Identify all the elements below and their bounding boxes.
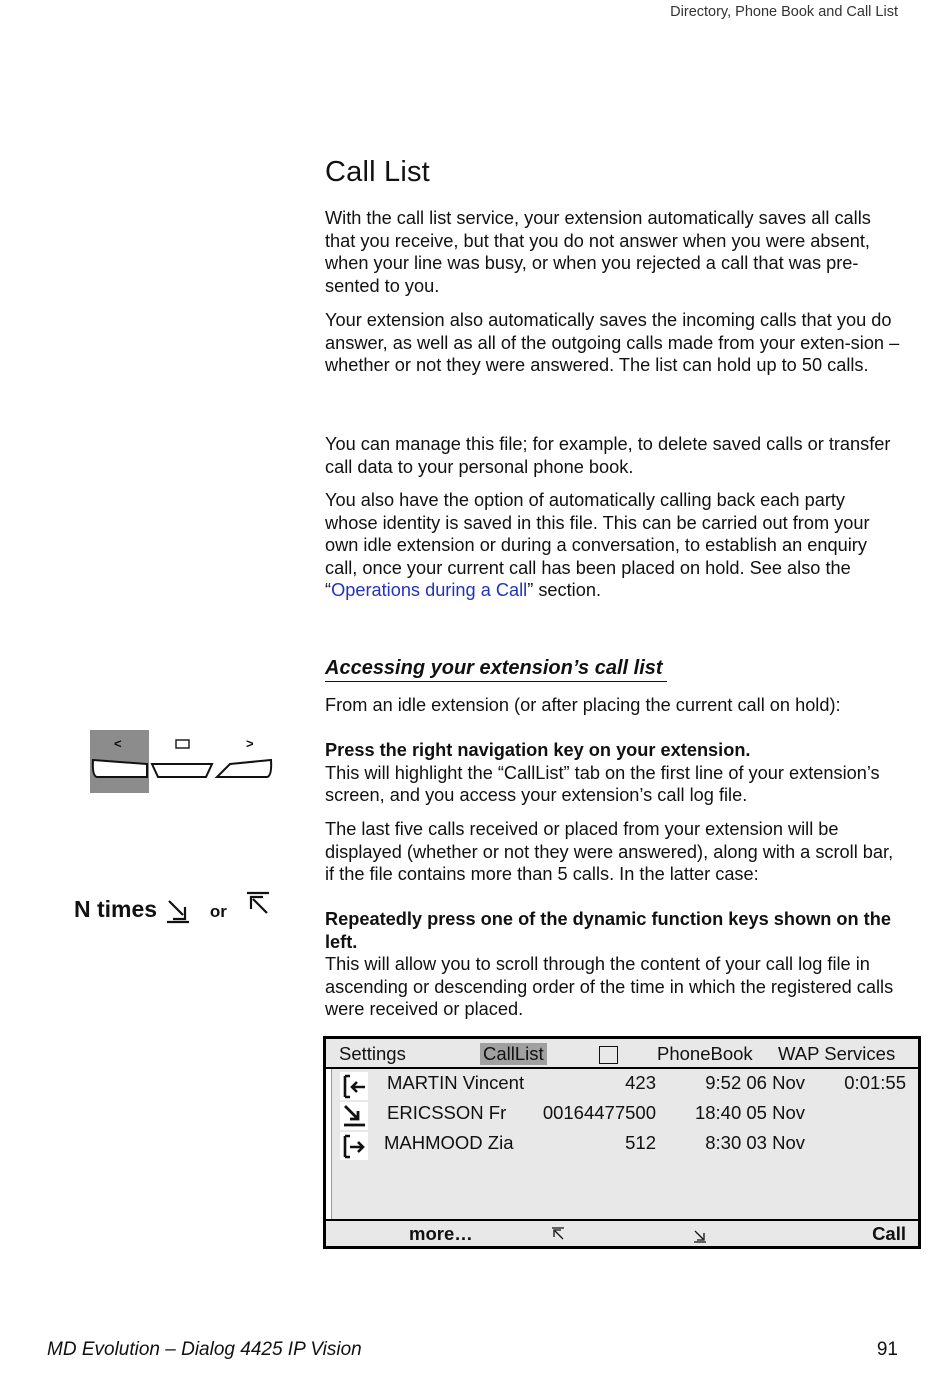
step-1-extra: The last five calls received or placed from your extension will be displayed (whether or not they were answered), along with a scroll bar, if the file contains more than 5 calls. In the latter case: bbox=[325, 819, 894, 884]
step-1-description: This will highlight the “CallList” tab on the first line of your extension’s screen, and you access your extension’s call log file. bbox=[325, 762, 880, 805]
scroll-keys-label bbox=[74, 896, 273, 925]
or-label: or bbox=[209, 902, 227, 921]
call-list-row[interactable] bbox=[326, 1070, 918, 1098]
left-nav-key[interactable] bbox=[93, 760, 147, 777]
intro-paragraph-4 bbox=[325, 489, 900, 602]
step-2 bbox=[325, 908, 900, 1021]
caller-number: 423 bbox=[625, 1072, 656, 1093]
missed-call-icon bbox=[340, 1102, 368, 1130]
incoming-call-icon bbox=[340, 1072, 368, 1100]
footer-title: MD Evolution – Dialog 4425 IP Vision bbox=[47, 1339, 362, 1360]
subsection-title: Accessing your extension’s call list bbox=[325, 655, 667, 682]
scroll-down-softkey-icon[interactable] bbox=[692, 1228, 708, 1244]
navigation-keys-illustration bbox=[90, 730, 275, 794]
right-nav-key[interactable] bbox=[217, 760, 271, 777]
caller-name: MAHMOOD Zia bbox=[384, 1132, 514, 1153]
tab-settings[interactable]: Settings bbox=[339, 1043, 406, 1064]
caller-name: MARTIN Vincent bbox=[387, 1072, 525, 1093]
navigation-keys-svg bbox=[90, 730, 275, 794]
step-2-instruction: Repeatedly press one of the dynamic function keys shown on the left. bbox=[325, 909, 891, 952]
call-list-row[interactable] bbox=[326, 1100, 918, 1128]
softkey-bar bbox=[326, 1219, 918, 1248]
intro-p4-text-after: ” section. bbox=[527, 580, 601, 600]
intro-paragraph-2: Your extension also automatically saves the incoming calls that you do answer, as well as all of the outgoing calls made from your exten-sion – whether or not they were answered. The list can hold up to 50 calls. bbox=[325, 310, 900, 375]
intro-paragraph-3: You can manage this file; for example, to delete saved calls or transfer call data to your personal phone book. bbox=[325, 434, 891, 477]
scroll-up-softkey-icon[interactable] bbox=[550, 1226, 566, 1242]
call-softkey[interactable]: Call bbox=[872, 1223, 906, 1244]
step-2-description: This will allow you to scroll through the content of your call log file in ascending or descending order of the time in which the registered calls were received or placed. bbox=[325, 954, 894, 1019]
tab-box-icon bbox=[599, 1046, 618, 1064]
call-time: 9:52 06 Nov bbox=[705, 1072, 805, 1093]
intro-paragraph-1: With the call list service, your extension automatically saves all calls that you receive, but that you do not answer when you were absent, when your line was busy, or when you rejected a call that was pre-sented to you. bbox=[325, 208, 871, 296]
call-time: 8:30 03 Nov bbox=[705, 1132, 805, 1153]
tab-wap-services[interactable]: WAP Services bbox=[778, 1043, 896, 1064]
page-number: 91 bbox=[876, 1339, 898, 1360]
call-time: 18:40 05 Nov bbox=[694, 1102, 805, 1123]
center-key-symbol bbox=[176, 740, 189, 748]
caller-number: 00164477500 bbox=[542, 1102, 656, 1123]
right-nav-symbol: > bbox=[246, 736, 254, 751]
more-softkey[interactable]: more… bbox=[409, 1223, 473, 1244]
subsection-lead: From an idle extension (or after placing the current call on hold): bbox=[325, 695, 841, 715]
caller-number: 512 bbox=[625, 1132, 656, 1153]
outgoing-call-icon bbox=[340, 1132, 368, 1160]
n-times-label: N times bbox=[74, 896, 158, 922]
caller-name: ERICSSON Fr bbox=[387, 1102, 507, 1123]
screen-tab-bar bbox=[326, 1039, 918, 1069]
scroll-up-arrow-icon bbox=[243, 889, 273, 919]
left-nav-symbol: < bbox=[114, 736, 122, 751]
call-list-row[interactable] bbox=[326, 1130, 918, 1158]
tab-phonebook[interactable]: PhoneBook bbox=[657, 1043, 753, 1064]
step-1 bbox=[325, 739, 900, 807]
page-title: Call List bbox=[325, 156, 430, 188]
operations-during-call-link[interactable]: Operations during a Call bbox=[331, 580, 528, 600]
phone-screen bbox=[323, 1036, 921, 1249]
step-1-instruction: Press the right navigation key on your extension. bbox=[325, 740, 751, 760]
running-header: Directory, Phone Book and Call List bbox=[670, 4, 898, 20]
tab-calllist[interactable]: CallList bbox=[480, 1043, 547, 1065]
center-nav-key[interactable] bbox=[152, 764, 212, 777]
call-duration: 0:01:55 bbox=[844, 1072, 906, 1093]
scroll-down-arrow-icon bbox=[163, 897, 193, 925]
intro-p4-text-before: You also have the option of automatically calling back each party whose identity is saved in this file. This can be carried out from your own idle extension or during a conversation, to establish an enquiry call, once your current call has been placed on hold. See also the “ bbox=[325, 490, 870, 600]
